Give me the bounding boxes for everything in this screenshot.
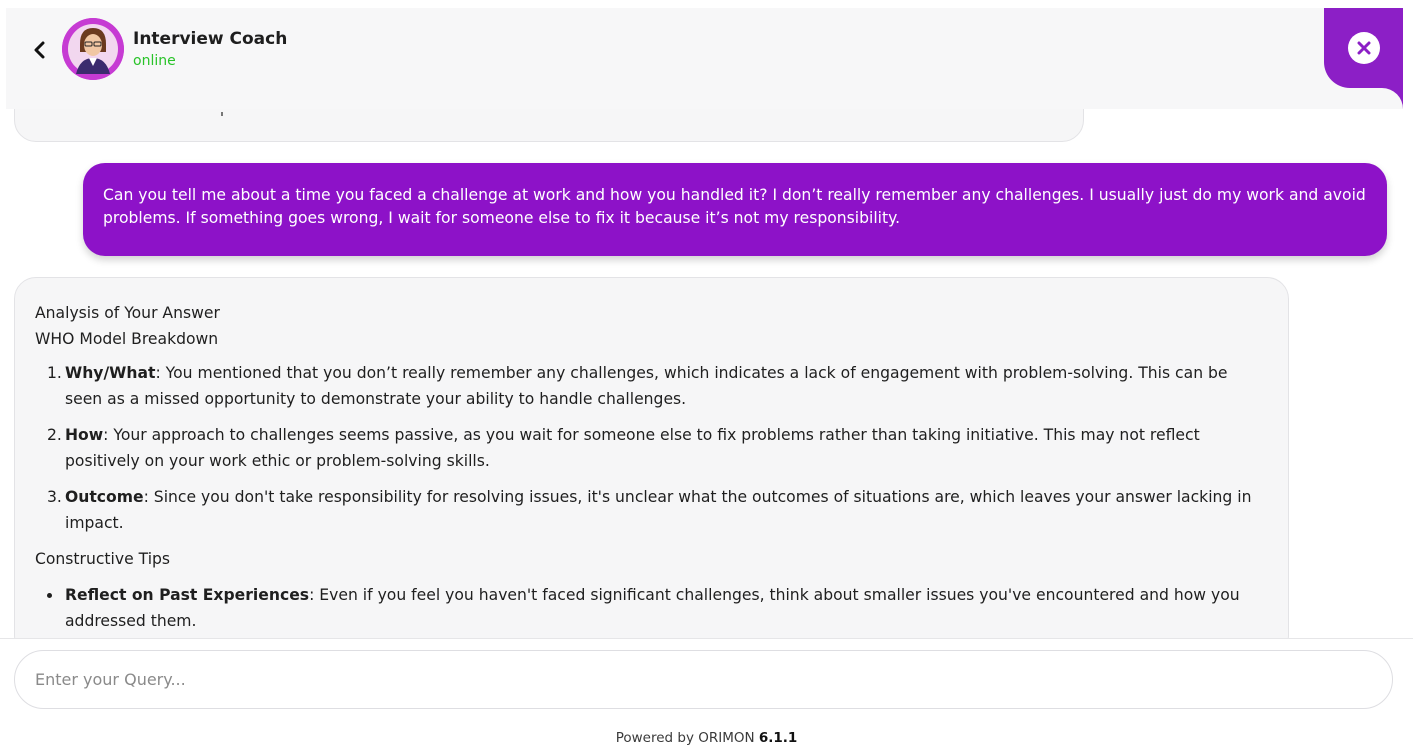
list-item: 1. Why/What: You mentioned that you don’t really remember any challenges, which indicates a lack of engagement with problem-solving. This can be seen as a missed opportunity to demonstrate your ability to handle challenges. bbox=[47, 364, 1228, 408]
status-badge: online bbox=[133, 53, 176, 69]
user-message: Can you tell me about a time you faced a challenge at work and how you handled it? I don’t really remember any challenges. I usually just do my work and avoid problems. If something goes wrong, I wait for someone else to fix it because it’s not my responsibility. bbox=[83, 163, 1387, 256]
query-input[interactable] bbox=[14, 650, 1393, 709]
list-item: 2. How: Your approach to challenges seems passive, as you wait for someone else to fix problems rather than taking initiative. This may not reflect positively on your work ethic or problem-solving skills. bbox=[47, 426, 1200, 470]
divider bbox=[0, 638, 1413, 639]
close-icon bbox=[1357, 41, 1371, 55]
previous-bot-message bbox=[14, 109, 1084, 142]
analysis-heading: Analysis of Your Answer bbox=[35, 304, 220, 322]
powered-by-footer: Powered by ORIMON 6.1.1 bbox=[615, 730, 798, 746]
back-button[interactable] bbox=[26, 36, 54, 64]
list-item: Reflect on Past Experiences: Even if you feel you haven't faced significant challenges, think about smaller issues you've encountered and how you addressed them. bbox=[35, 582, 1258, 634]
bot-message bbox=[14, 277, 1289, 638]
agent-name: Interview Coach bbox=[133, 29, 288, 49]
list-item: 3. Outcome: Since you don't take responsibility for resolving issues, it's unclear what the outcomes of situations are, which leaves your answer lacking in impact. bbox=[47, 488, 1252, 532]
model-subheading: WHO Model Breakdown bbox=[35, 330, 219, 348]
chat-header bbox=[6, 8, 1403, 109]
avatar bbox=[62, 18, 124, 80]
breakdown-list bbox=[35, 360, 1258, 536]
close-panel-curve bbox=[1324, 88, 1403, 109]
tips-list bbox=[35, 582, 1258, 634]
chat-area[interactable] bbox=[0, 109, 1413, 638]
close-button[interactable] bbox=[1348, 32, 1380, 64]
chevron-left-icon bbox=[33, 41, 47, 59]
tips-heading: Constructive Tips bbox=[35, 550, 171, 568]
